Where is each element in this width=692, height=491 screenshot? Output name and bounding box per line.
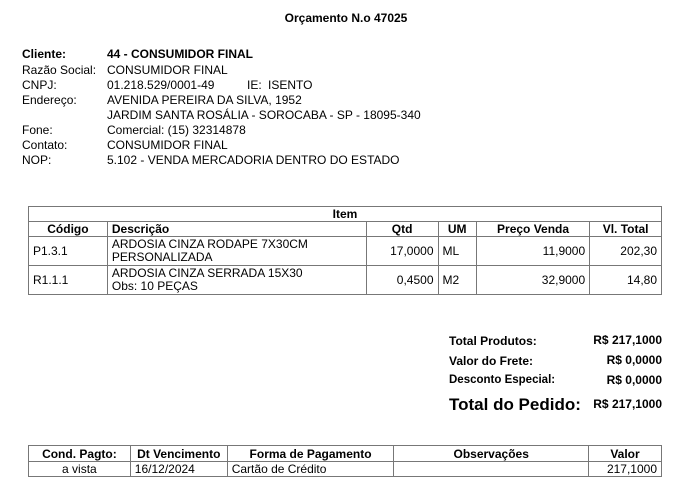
endereco-line1: AVENIDA PEREIRA DA SILVA, 1952 xyxy=(107,93,302,107)
payment-observacoes xyxy=(394,462,589,477)
cliente-label: Cliente: xyxy=(22,47,67,61)
payment-vencimento: 16/12/2024 xyxy=(130,462,227,477)
header-um: UM xyxy=(438,222,476,237)
cnpj-value: 01.218.529/0001-49 xyxy=(107,78,215,92)
total-pedido-label: Total do Pedido: xyxy=(449,395,581,414)
document-title: Orçamento N.o 47025 xyxy=(284,11,408,25)
header-qtd: Qtd xyxy=(366,222,438,237)
item-descricao xyxy=(107,237,366,266)
total-produtos-value: R$ 217,1000 xyxy=(593,333,662,347)
ie-label: IE: xyxy=(247,78,262,92)
header-forma-pagamento: Forma de Pagamento xyxy=(227,446,394,462)
cliente-value: 44 - CONSUMIDOR FINAL xyxy=(107,47,254,61)
nop-label: NOP: xyxy=(22,153,52,167)
razao-social-value: CONSUMIDOR FINAL xyxy=(107,63,228,77)
table-row xyxy=(29,462,662,477)
item-desc-line2: Obs: 10 PEÇAS xyxy=(111,279,198,293)
desconto-especial-label: Desconto Especial: xyxy=(449,374,556,386)
item-qtd: 0,4500 xyxy=(366,266,438,295)
cnpj-label: CNPJ: xyxy=(22,78,57,92)
item-preco: 32,9000 xyxy=(476,266,589,295)
item-descricao xyxy=(107,266,366,295)
endereco-label: Endereço: xyxy=(22,93,77,107)
item-um: ML xyxy=(438,237,476,266)
contato-value: CONSUMIDOR FINAL xyxy=(107,138,228,152)
total-produtos-label: Total Produtos: xyxy=(449,334,537,348)
payment-table xyxy=(28,445,662,477)
header-observacoes: Observações xyxy=(394,446,589,462)
item-desc-line1: ARDOSIA CINZA SERRADA 15X30 xyxy=(111,266,303,280)
items-caption: Item xyxy=(29,207,662,222)
header-descricao: Descrição xyxy=(107,222,366,237)
header-valor: Valor xyxy=(589,446,662,462)
item-preco: 11,9000 xyxy=(476,237,589,266)
header-vl-total: Vl. Total xyxy=(590,222,662,237)
item-total: 14,80 xyxy=(590,266,662,295)
endereco-line2: JARDIM SANTA ROSÁLIA - SOROCABA - SP - 18095-340 xyxy=(107,108,421,122)
item-desc-line1: ARDOSIA CINZA RODAPE 7X30CM xyxy=(111,237,308,251)
payment-forma: Cartão de Crédito xyxy=(227,462,394,477)
ie-value: ISENTO xyxy=(268,78,313,92)
item-um: M2 xyxy=(438,266,476,295)
fone-label: Fone: xyxy=(22,123,53,137)
header-dt-vencimento: Dt Vencimento xyxy=(130,446,227,462)
valor-frete-value: R$ 0,0000 xyxy=(606,353,662,367)
item-codigo: R1.1.1 xyxy=(29,266,108,295)
desconto-especial-value: R$ 0,0000 xyxy=(606,373,662,387)
item-total: 202,30 xyxy=(590,237,662,266)
item-qtd: 17,0000 xyxy=(366,237,438,266)
payment-valor: 217,1000 xyxy=(589,462,662,477)
contato-label: Contato: xyxy=(22,138,68,152)
fone-value: Comercial: (15) 32314878 xyxy=(107,123,246,137)
header-preco-venda: Preço Venda xyxy=(476,222,589,237)
header-cond-pagto: Cond. Pagto: xyxy=(29,446,131,462)
valor-frete-label: Valor do Frete: xyxy=(449,354,534,368)
header-codigo: Código xyxy=(29,222,108,237)
nop-value: 5.102 - VENDA MERCADORIA DENTRO DO ESTADO xyxy=(107,153,400,167)
razao-social-label: Razão Social: xyxy=(22,63,97,77)
item-codigo: P1.3.1 xyxy=(29,237,108,266)
item-desc-line2: PERSONALIZADA xyxy=(111,250,213,264)
payment-cond: a vista xyxy=(29,462,131,477)
table-row xyxy=(29,237,662,266)
items-table xyxy=(28,206,662,295)
table-row xyxy=(29,266,662,295)
total-pedido-value: R$ 217,1000 xyxy=(593,397,662,411)
